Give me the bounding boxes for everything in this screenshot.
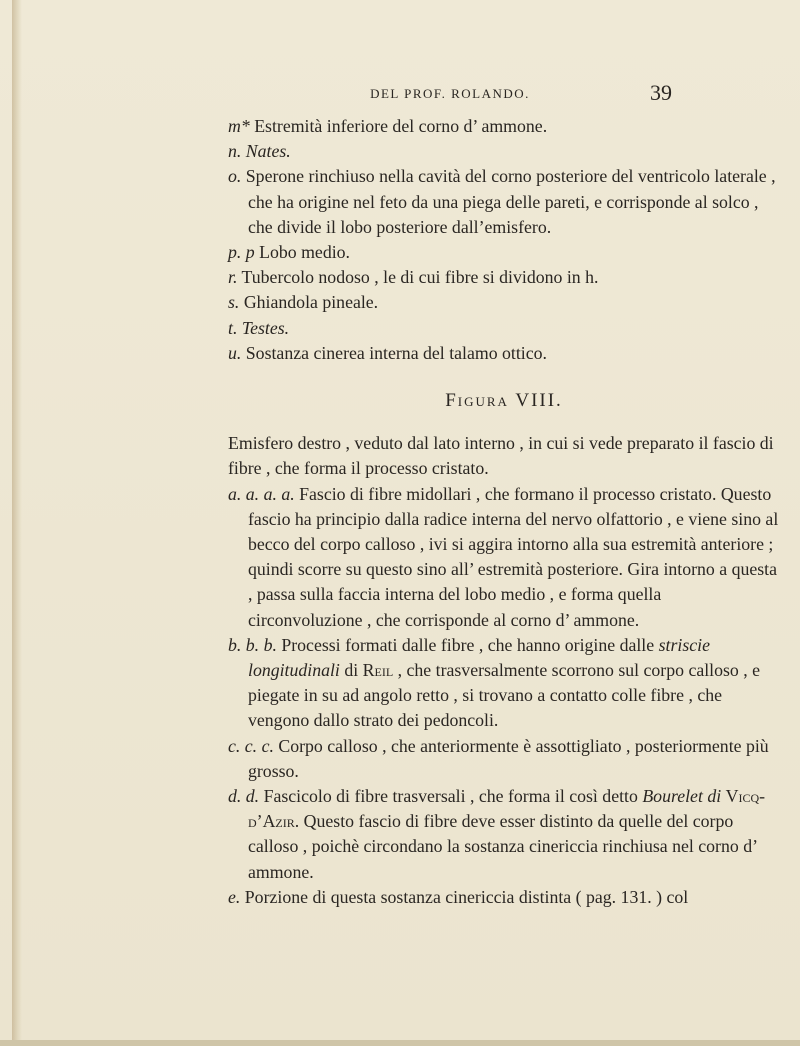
legend-item-r <box>228 265 780 290</box>
legend-text: Sperone rinchiuso nella cavità del corno posteriore del ventricolo laterale , che ha origine nel feto da una piega delle pareti, e corrisponde al solco , che divide il lobo posteriore dall’emisfero. <box>245 166 776 237</box>
legend-item-t <box>228 316 780 341</box>
legend-item-m <box>228 114 780 139</box>
author-name: Vicq-d’Azir <box>248 786 766 832</box>
legend-label: r. <box>228 267 238 288</box>
legend-item-u <box>228 341 780 366</box>
page-body <box>228 104 780 910</box>
figure-title: Figura VIII. <box>445 390 563 412</box>
legend-label: b. b. b. <box>228 634 277 655</box>
legend-label: t. <box>228 317 238 338</box>
legend-text: Fascio di fibre midollari , che formano il processo cristato. Questo fascio ha principio dalla radice interna del nervo olfattorio , e viene sino al becco del corpo calloso , ivi si aggira intorno alla sua estremità anteriore ; quindi scorre su questo sino all’ estremità posteriore. Gira intorno a questa , passa sulla faccia interna del lobo medio , e forma quella circonvoluzione , che corrisponde al corno d’ ammone. <box>248 483 779 630</box>
legend-item-o <box>228 164 780 240</box>
legend-item-s <box>228 290 780 315</box>
running-header: DEL PROF. ROLANDO. <box>370 86 530 101</box>
legend-text: Porzione di questa sostanza cinericcia distinta ( pag. 131. ) col <box>244 886 689 907</box>
legend-item-b <box>228 633 780 734</box>
author-name: Reil <box>362 660 394 681</box>
legend-text: Lobo medio. <box>259 242 350 263</box>
legend-item-d <box>228 784 780 885</box>
figure-intro: Emisfero destro , veduto dal lato interno , in cui si vede preparato il fascio di fibre , che forma il processo cristato. <box>228 433 774 479</box>
page-number: 39 <box>650 80 672 105</box>
page-bottom-edge <box>0 1040 800 1046</box>
legend-italic-term: Bourelet di <box>642 786 722 807</box>
legend-label: a. a. a. a. <box>228 483 295 504</box>
legend-item-p <box>228 240 780 265</box>
legend-text-part: , che trasversalmente scorrono sul corpo calloso , e piegate in su ad angolo retto , si trovano a contatto colle fibre , che vengono dallo strato dei pedoncoli. <box>248 660 761 731</box>
legend-item-e <box>228 885 780 910</box>
legend-text-part: Fascicolo di fibre trasversali , che forma il così detto <box>263 786 638 807</box>
legend-text-part: . Questo fascio di fibre deve esser distinto da quelle del corpo calloso , poichè circondano la sostanza cinericcia rinchiusa nel corno d’ ammone. <box>248 811 757 882</box>
legend-label: e. <box>228 886 241 907</box>
legend-label: n. <box>228 141 242 162</box>
legend-text: Tubercolo nodoso , le di cui fibre si dividono in h. <box>241 267 599 288</box>
legend-text: Corpo calloso , che anteriormente è assottigliato , posteriormente più grosso. <box>248 735 769 781</box>
legend-text: Nates. <box>245 141 291 162</box>
legend-text: Sostanza cinerea interna del talamo ottico. <box>245 342 547 363</box>
legend-label: o. <box>228 166 242 187</box>
legend-label: u. <box>228 342 242 363</box>
legend-text: Estremità inferiore del corno d’ ammone. <box>254 116 548 136</box>
legend-label: c. c. c. <box>228 735 274 756</box>
legend-text: Ghiandola pineale. <box>243 292 379 313</box>
page-gutter-shadow <box>12 0 22 1046</box>
legend-text-part: Processi formati dalle fibre , che hanno origine dalle <box>281 634 655 655</box>
legend-italic-term: striscie longitudinali <box>248 634 710 681</box>
legend-text-part: di <box>344 660 359 681</box>
legend-item-c <box>228 734 780 784</box>
legend-text: Testes. <box>241 317 290 338</box>
legend-item-a <box>228 482 780 633</box>
legend-label: s. <box>228 292 240 313</box>
legend-label: p. p <box>228 242 255 263</box>
legend-label: m* <box>228 116 250 136</box>
legend-label: d. d. <box>228 786 260 807</box>
legend-item-n <box>228 139 780 164</box>
